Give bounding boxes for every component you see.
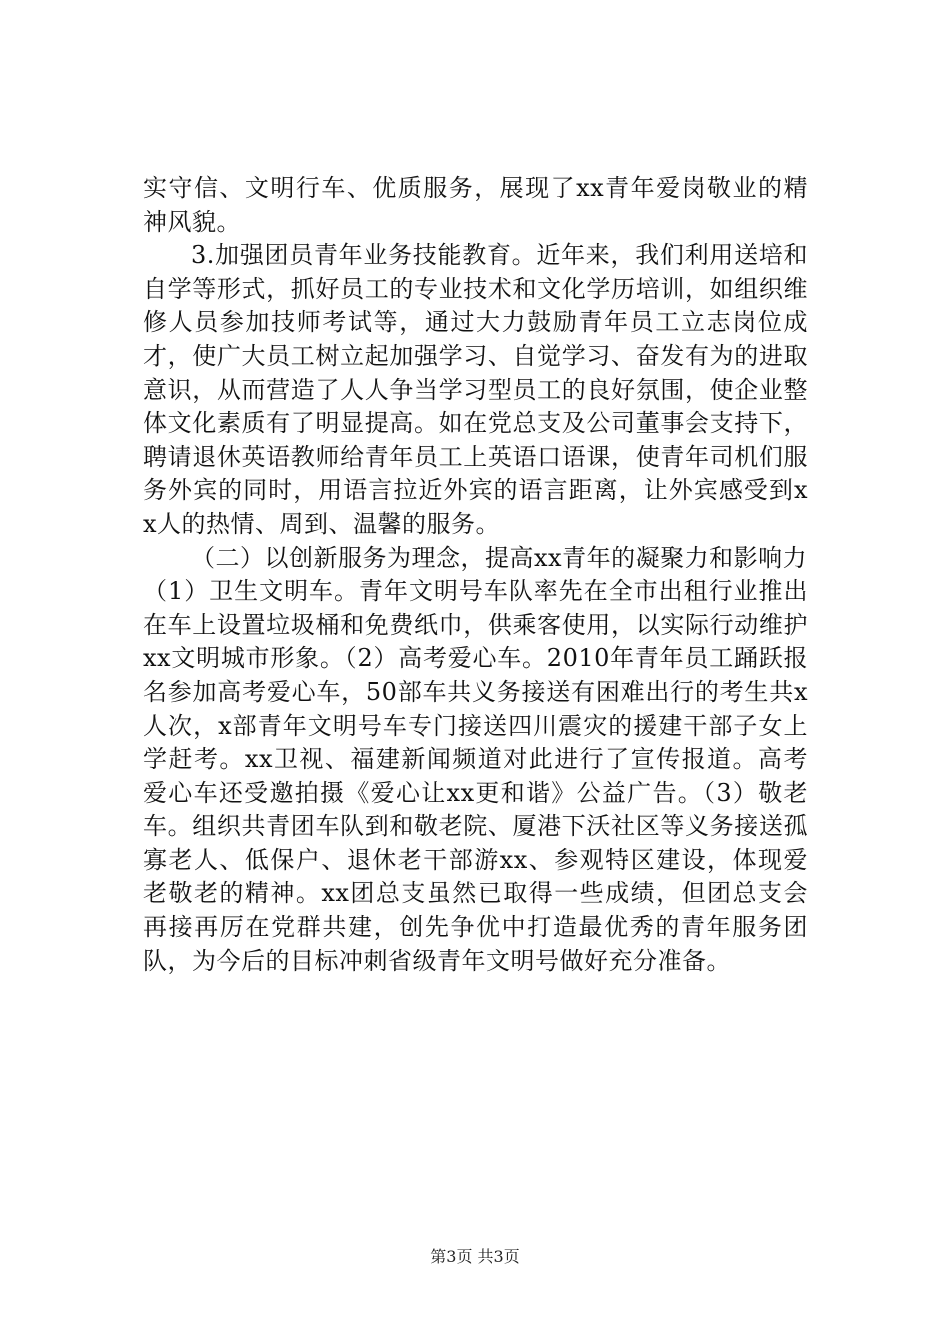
document-body (143, 172, 808, 978)
paragraph-continuation: 实守信、文明行车、优质服务，展现了xx青年爱岗敬业的精神风貌。 (143, 174, 808, 236)
section-heading-innovation: （二）以创新服务为理念，提高xx青年的凝聚力和影响力 (191, 543, 808, 572)
paragraph-skills-education: 3.加强团员青年业务技能教育。近年来，我们利用送培和自学等形式，抓好员工的专业技术和文化学历培训，如组织维修人员参加技师考试等，通过大力鼓励青年员工立志岗位成才，使广大员工树立起加强学习、自觉学习、奋发有为的进取意识，从而营造了人人争当学习型员工的良好氛围，使企业整体文化素质有了明显提高。如在党总支及公司董事会支持下，聘请退休英语教师给青年员工上英语口语课，使青年司机们服务外宾的同时，用语言拉近外宾的语言距离，让外宾感受到xx人的热情、周到、温馨的服务。 (143, 241, 808, 538)
paragraph-service-cars: （1）卫生文明车。青年文明号车队率先在全市出租行业推出在车上设置垃圾桶和免费纸巾，供乘客使用，以实际行动维护xx文明城市形象。（2）高考爱心车。2010年青年员工踊跃报名参加高考爱心车，50部车共义务接送有困难出行的考生共x人次，x部青年文明号车专门接送四川震灾的援建干部子女上学赶考。xx卫视、福建新闻频道对此进行了宣传报道。高考爱心车还受邀拍摄《爱心让xx更和谐》公益广告。（3）敬老车。组织共青团车队到和敬老院、厦港下沃社区等义务接送孤寡老人、低保户、退休老干部游xx、参观特区建设，体现爱老敬老的精神。xx团总支虽然已取得一些成绩，但团总支会再接再厉在党群共建，创先争优中打造最优秀的青年服务团队，为今后的目标冲刺省级青年文明号做好充分准备。 (143, 577, 808, 975)
page-footer: 第3页 共3页 (430, 1247, 520, 1266)
